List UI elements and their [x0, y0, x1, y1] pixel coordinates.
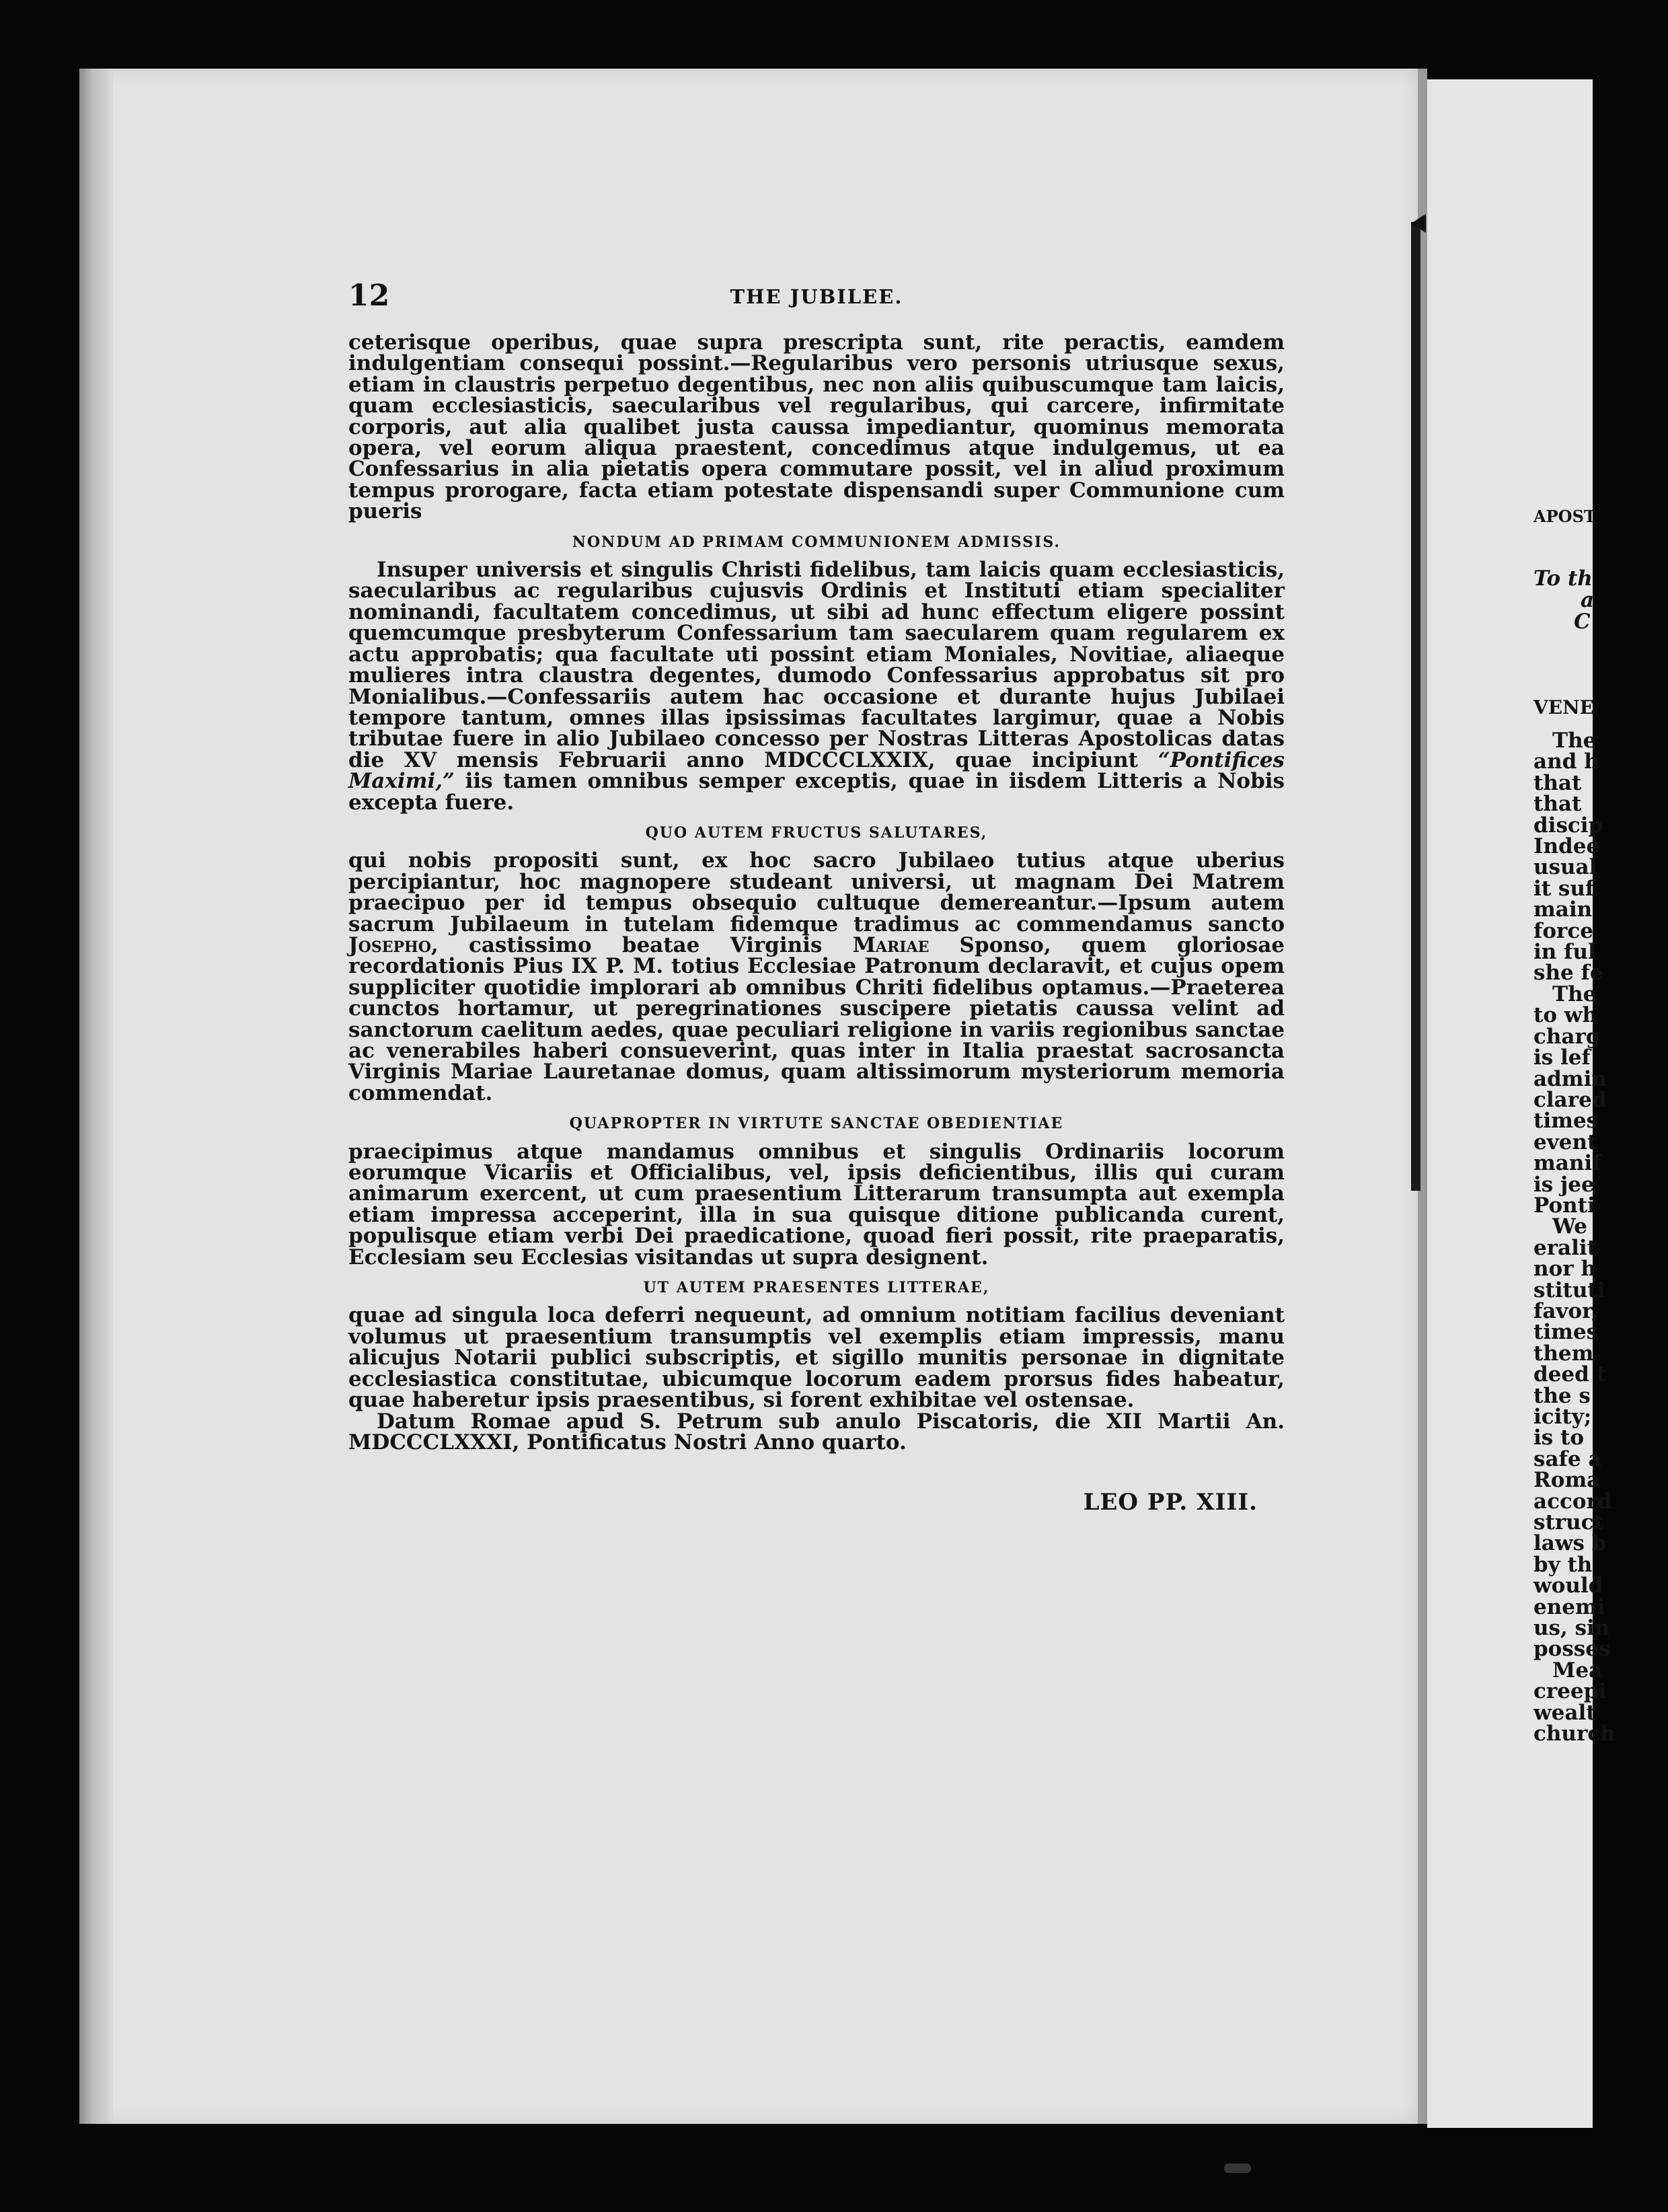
page-header — [348, 279, 1285, 319]
right-text-line: in ful — [1533, 940, 1596, 965]
right-text-line: laws b — [1533, 1531, 1607, 1556]
right-text-line: times — [1533, 1320, 1599, 1345]
right-text-line: The — [1552, 982, 1597, 1006]
right-text-line: to wh — [1533, 1003, 1598, 1028]
right-text-line: them — [1533, 1341, 1594, 1366]
right-text-line: times — [1533, 1109, 1599, 1134]
binding-shadow — [1411, 222, 1420, 1191]
right-text-line: that — [1533, 770, 1582, 795]
right-text-line: Ponti — [1533, 1193, 1595, 1218]
right-text-line: deed t — [1533, 1362, 1606, 1387]
right-text-line: eralit — [1533, 1235, 1597, 1260]
right-text-line: manif — [1533, 1151, 1601, 1176]
right-text-line: she fe — [1533, 961, 1603, 986]
paragraph-6: Datum Romae apud S. Petrum sub anulo Piscatoris, die XII Martii An. MDCCCLXXXI, Pontificatus Nostri Anno quarto. — [348, 1409, 1285, 1454]
right-text-line: stituti — [1533, 1278, 1605, 1302]
right-text-line: struct — [1533, 1510, 1603, 1535]
page-body — [348, 332, 1285, 1514]
paragraph-5: quae ad singula loca deferri nequeunt, ad omnium notitiam facilius deveniant volumus ut praesentium transumptis vel exemplis etiam impressis, manu alicujus Notarii publici subscriptis, et sigillo munitis personae in dignitate ecclesiastica constitutae, ubicumque locorum eadem prorsus fides habeatur, quae haberetur ipsis praesentibus, si forent exhibitae vel ostensae. — [348, 1303, 1285, 1413]
right-text-line: force — [1533, 918, 1593, 943]
right-text-line: the s — [1533, 1383, 1591, 1408]
paragraph-1: ceterisque operibus, quae supra prescripta sunt, rite peractis, eamdem indulgentiam consequi possint.—Regularibus vero personis utriusque sexus, etiam in claustris perpetuo degentibus, nec non aliis quibuscumque tam laicis, quam ecclesiasticis, saecularibus vel regularibus, qui carcere, infirmitate corporis, aut alia qualibet justa caussa impediantur, quominus memorata opera, vel eorum aliqua praestent, concedimus atque indulgemus, ut ea Confessarius in alia pietatis opera commutare possit, vel in aliud proximum tempus prorogare, facta etiam potestate dispensandi super Communione cum pueris — [348, 330, 1285, 524]
right-salutation: To th a C — [1533, 566, 1595, 634]
scan-smudge — [1224, 2164, 1251, 2173]
right-page-text — [1533, 731, 1668, 1745]
right-text-line: accord — [1533, 1489, 1612, 1514]
right-text-line: is lef — [1533, 1045, 1591, 1070]
right-text-line: enemi — [1533, 1594, 1605, 1619]
right-text-line: wealt — [1533, 1700, 1596, 1725]
right-text-line: Mea — [1552, 1658, 1603, 1683]
signature: LEO PP. XIII. — [1083, 1489, 1258, 1516]
right-text-line: admin — [1533, 1066, 1607, 1091]
page-marker — [1411, 214, 1426, 233]
right-text-line: nor h — [1533, 1257, 1596, 1282]
right-text-line: discip — [1533, 813, 1603, 838]
right-opening: VENE — [1533, 696, 1595, 718]
right-text-line: us, sin — [1533, 1616, 1610, 1641]
right-text-line: We — [1552, 1214, 1588, 1239]
right-text-line: would — [1533, 1574, 1603, 1598]
right-text-line: it suf — [1533, 876, 1595, 901]
right-text-line: main — [1533, 897, 1593, 922]
right-text-line: safe a — [1533, 1446, 1602, 1471]
page-number: 12 — [348, 279, 390, 313]
section-heading-2: QUO AUTEM FRUCTUS SALUTARES, — [645, 823, 988, 842]
right-text-line: posses — [1533, 1637, 1611, 1662]
right-text-line: Roma — [1533, 1468, 1601, 1493]
right-text-line: favor, — [1533, 1298, 1599, 1323]
right-text-line: event — [1533, 1130, 1597, 1154]
right-text-line: by th — [1533, 1552, 1593, 1577]
right-page-heading: APOST — [1533, 507, 1596, 526]
italic-title: “Pontifices Maximi,” — [348, 747, 1285, 794]
name-mariae: Mariae — [852, 932, 930, 957]
section-heading-3: QUAPROPTER IN VIRTUTE SANCTAE OBEDIENTIAE — [569, 1115, 1064, 1133]
name-josepho: Josepho — [348, 932, 431, 957]
paragraph-2: Insuper universis et singulis Christi fidelibus, tam laicis quam ecclesiasticis, saecularibus ac regularibus cujusvis Ordinis et Instituti etiam specialiter nominandi, facultatem concedimus, ut sibi ad hunc effectum eligere possint quemcumque presbyterum Confessarium tam saecularem quam regularem ex actu approbatis; qua facultate uti possint etiam Moniales, Novitiae, aliaeque mulieres intra claustra degentes, dumodo Confessarius approbatus sit pro Monialibus.—Confessariis autem hac occasione et durante hujus Jubilaei tempore tantum, omnes illas ipsissimas facultates largimur, quae a Nobis tributae fuere in alio Jubilaeo concesso per Nostras Litteras Apostolicas datas die XV mensis Februarii anno MDCCCLXXIX, quae incipiunt “Pontifices Maximi,” iis tamen omnibus semper exceptis, quae in iisdem Litteris a Nobis excepta fuere. — [348, 558, 1285, 815]
right-text-line: The — [1552, 729, 1597, 753]
right-text-line: charg — [1533, 1024, 1601, 1049]
paragraph-3: qui nobis propositi sunt, ex hoc sacro Jubilaeo tutius atque uberius percipiantur, hoc magnopere studeant universi, ut magnam Dei Matrem praecipuo per id tempus obsequio cultuque demereantur.—Ipsum autem sacrum Jubilaeum in tutelam fidemque tradimus ac commendamus sancto Josepho, castissimo beatae Virginis Mariae Sponso, quem gloriosae recordationis Pius IX P. M. totius Ecclesiae Patronum declaravit, et cujus opem suppliciter quotidie implorari ab omnibus Chriti fidelibus optamus.—Praeterea cunctos hortamur, ut peregrinationes suscipere pietatis caussa velint ad sanctorum caelitum aedes, quae peculiari religione in variis regionibus sanctae ac venerabiles haberi consueverint, quas inter in Italia praestat sacrosancta Virginis Mariae Lauretanae domus, quam altissimorum mysteriorum memoria commendat. — [348, 848, 1285, 1105]
right-text-line: church — [1533, 1722, 1616, 1746]
right-text-line: is jee — [1533, 1172, 1595, 1197]
right-text-line: icity; — [1533, 1405, 1592, 1429]
running-title: THE JUBILEE. — [730, 285, 903, 308]
right-text-line: Indee — [1533, 834, 1600, 859]
right-text-line: that — [1533, 792, 1582, 817]
paragraph-4: praecipimus atque mandamus omnibus et singulis Ordinariis locorum eorumque Vicariis et Officialibus, vel, ipsis deficientibus, illis qui curam animarum exercent, ut cum praesentium Litterarum transumpta aut exempla etiam impressa acceperint, illa in sua quisque ditione publicanda curent, populisque etiam verbi Dei praedicatione, quoad fieri possit, rite praeparatis, Ecclesiam seu Ecclesias visitandas ut supra designent. — [348, 1139, 1285, 1269]
section-heading-4: UT AUTEM PRAESENTES LITTERAE, — [643, 1279, 990, 1297]
right-text-line: and h — [1533, 749, 1599, 774]
page-edge-shadow — [79, 69, 113, 2124]
section-heading-1: NONDUM AD PRIMAM COMMUNIONEM ADMISSIS. — [572, 533, 1061, 551]
right-text-line: usual — [1533, 855, 1597, 880]
right-text-line: creepi — [1533, 1679, 1607, 1704]
right-text-line: clared — [1533, 1087, 1607, 1112]
right-text-line: is to — [1533, 1426, 1585, 1450]
